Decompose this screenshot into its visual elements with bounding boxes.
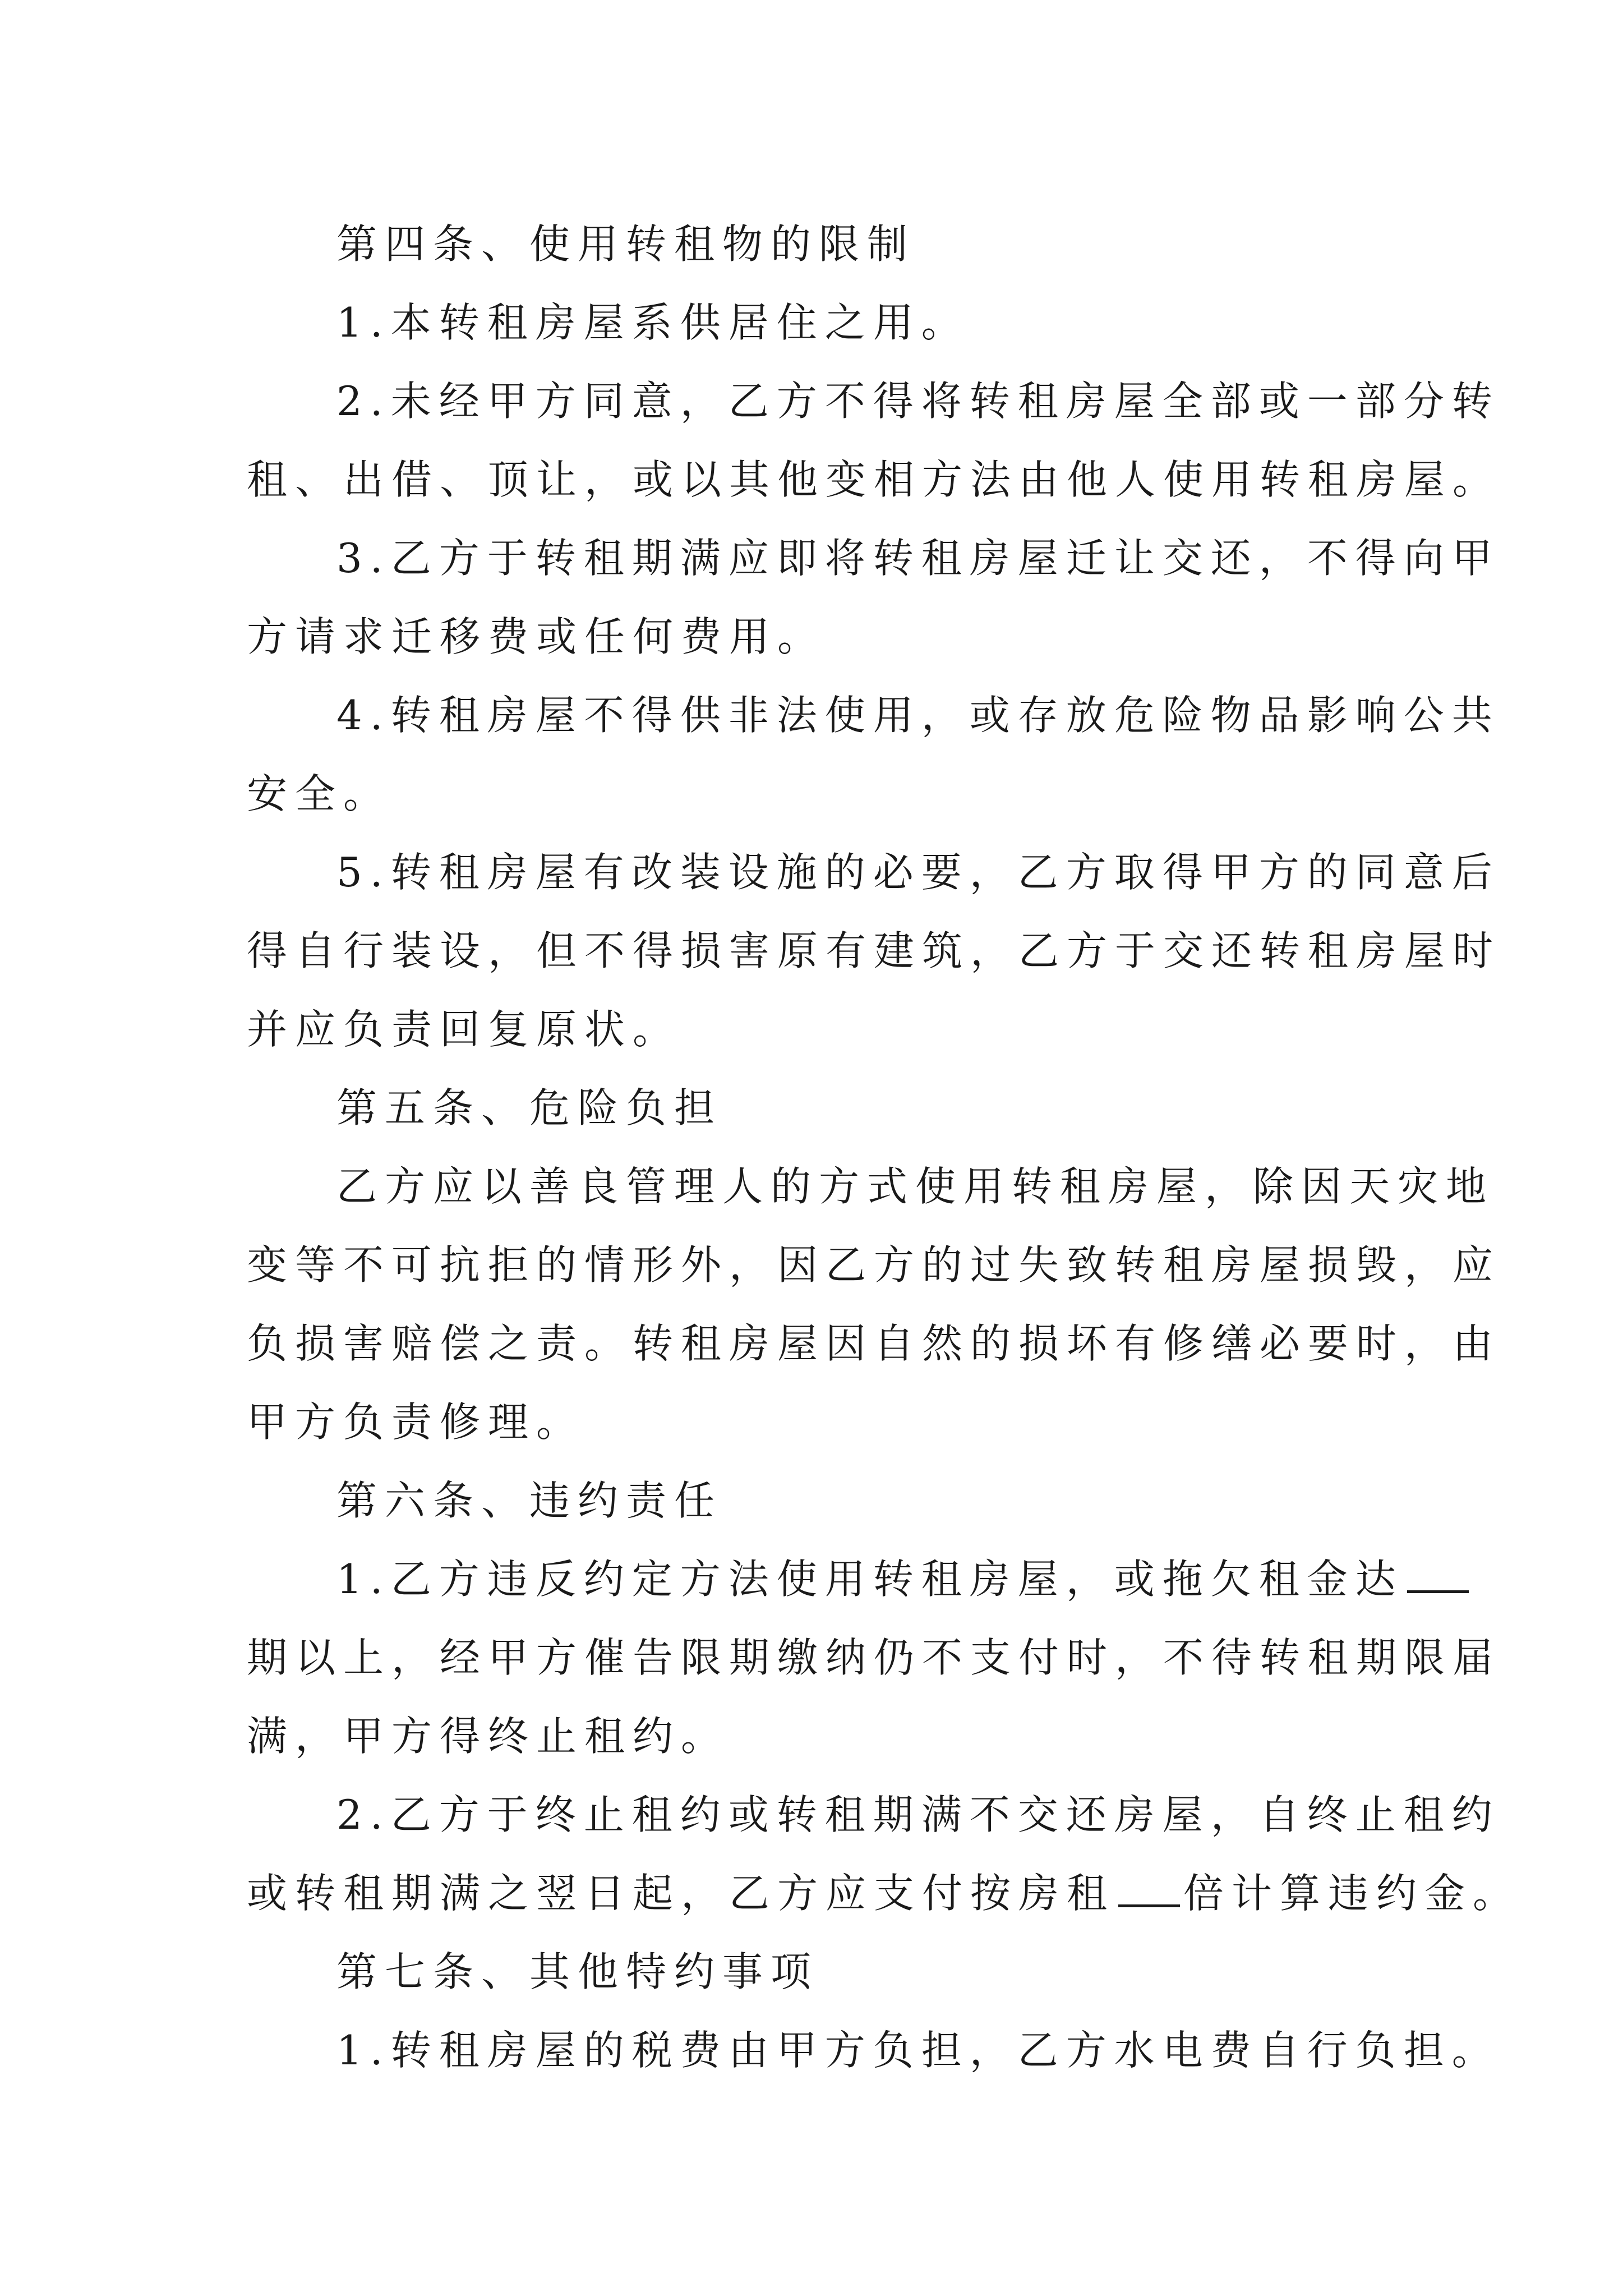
article6-item2-line2b: 倍计算违约金。	[1183, 1870, 1521, 1917]
article6-item1-line2: 期以上，经甲方催告限期缴纳仍不支付时，不待转租期限届	[247, 1634, 1501, 1681]
article5-para-line2: 变等不可抗拒的情形外，因乙方的过失致转租房屋损毁，应	[247, 1241, 1501, 1289]
article4-item2-line2: 租、出借、顶让，或以其他变相方法由他人使用转租房屋。	[247, 456, 1501, 503]
article4-item3-line2: 方请求迁移费或任何费用。	[247, 613, 826, 660]
article7-title: 第七条、其他特约事项	[336, 1948, 819, 1995]
article6-item2-line2	[247, 1854, 1521, 1932]
article4-item5-line1: 5.转租房屋有改装设施的必要，乙方取得甲方的同意后	[336, 849, 1500, 896]
article4-item4-line2: 安全。	[247, 770, 392, 817]
article6-item1-line1	[336, 1540, 1404, 1618]
article6-item2-line1: 2.乙方于终止租约或转租期满不交还房屋，自终止租约	[336, 1791, 1500, 1838]
article4-item5-line3: 并应负责回复原状。	[247, 1006, 681, 1053]
article4-item3-line1: 3.乙方于转租期满应即将转租房屋迁让交还，不得向甲	[336, 535, 1500, 582]
article6-title: 第六条、违约责任	[336, 1477, 723, 1524]
article4-title: 第四条、使用转租物的限制	[336, 220, 916, 268]
article5-title: 第五条、危险负担	[336, 1084, 723, 1131]
article4-item4-line1: 4.转租房屋不得供非法使用，或存放危险物品影响公共	[336, 692, 1500, 739]
article4-item2-line1: 2.未经甲方同意，乙方不得将转租房屋全部或一部分转	[336, 378, 1500, 425]
article5-para-line3: 负损害赔偿之责。转租房屋因自然的损坏有修缮必要时，由	[247, 1320, 1501, 1367]
article5-para-line4: 甲方负责修理。	[247, 1398, 585, 1446]
article5-para-line1: 乙方应以善良管理人的方式使用转租房屋，除因天灾地	[336, 1163, 1495, 1210]
article6-item1-line1-text: 1.乙方违反约定方法使用转租房屋，或拖欠租金达	[336, 1556, 1404, 1603]
article7-item1: 1.转租房屋的税费由甲方负担，乙方水电费自行负担。	[336, 2027, 1500, 2074]
article4-item5-line2: 得自行装设，但不得损害原有建筑，乙方于交还转租房屋时	[247, 927, 1501, 974]
blank-underline	[1407, 1556, 1469, 1593]
article6-item1-line3: 满，甲方得终止租约。	[247, 1713, 730, 1760]
article4-item1: 1.本转租房屋系供居住之用。	[336, 299, 970, 346]
article6-item2-line2a: 或转租期满之翌日起，乙方应支付按房租	[247, 1870, 1115, 1917]
blank-underline	[1118, 1870, 1180, 1907]
